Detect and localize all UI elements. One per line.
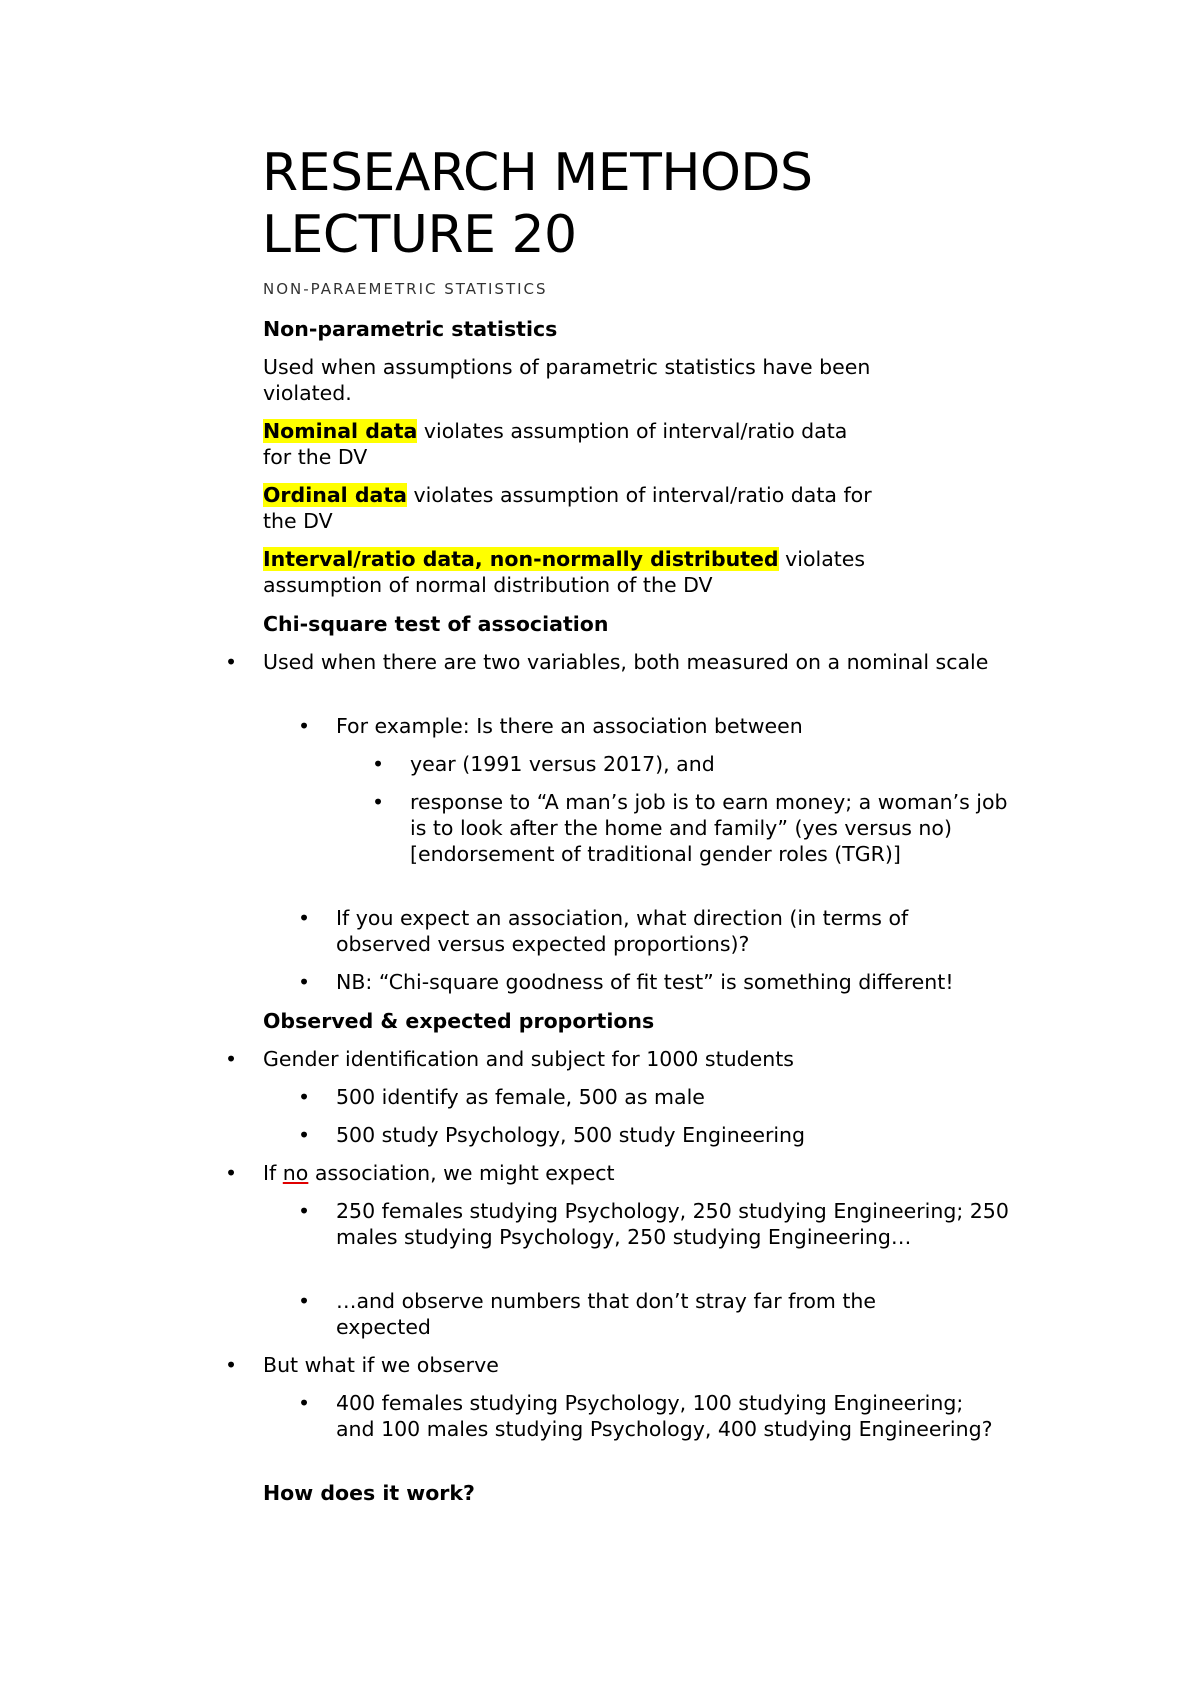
ordinal-text: violates assumption of interval/ratio data for [406,483,872,507]
obs-2-post: association, we might expect [308,1161,615,1185]
interval-text: violates [778,547,866,571]
heading-non-parametric: Non-parametric statistics [263,317,558,341]
bullet-icon: • [298,906,311,930]
obs-2-pre: If [263,1161,283,1185]
bullet-icon: • [298,1391,311,1415]
bullet-icon: • [225,1353,238,1377]
list-item-chi-1c: NB: “Chi-square goodness of fit test” is something different! [336,970,954,994]
highlight-interval-data: Interval/ratio data, non-normally distributed [263,547,779,571]
bullet-icon: • [298,714,311,738]
nominal-text-line2: for the DV [263,445,368,469]
nominal-text: violates assumption of interval/ratio data [417,419,848,443]
bullet-icon: • [298,970,311,994]
list-item-chi-1b: If you expect an association, what direction (in terms of observed versus expected proportions)? [336,906,909,956]
paragraph-ordinal [263,482,983,534]
ordinal-text-line2: the DV [263,509,333,533]
list-item-chi-1a2: response to “A man’s job is to earn money; a woman’s job is to look after the home and family” (yes versus no) [endorsement of traditional gender roles (TGR)] [410,790,1008,866]
list-item-obs-1: Gender identification and subject for 1000 students [263,1047,794,1071]
list-item-obs-2 [263,1160,1003,1186]
list-item-chi-1: Used when there are two variables, both measured on a nominal scale [263,650,989,674]
bullet-icon: • [372,752,385,776]
bullet-icon: • [372,790,385,814]
paragraph-interval [263,546,1023,598]
list-item-obs-2a: 250 females studying Psychology, 250 studying Engineering; 250 males studying Psychology, 250 studying Engineering… [336,1199,1009,1249]
list-item-chi-1a: For example: Is there an association between [336,714,803,738]
highlight-ordinal-data: Ordinal data [263,483,407,507]
bullet-icon: • [298,1123,311,1147]
list-item-obs-3: But what if we observe [263,1353,499,1377]
paragraph-intro: Used when assumptions of parametric statistics have been violated. [263,355,871,405]
heading-observed-expected: Observed & expected proportions [263,1009,655,1033]
heading-how-does-it-work: How does it work? [263,1481,475,1505]
bullet-icon: • [225,1161,238,1185]
bullet-icon: • [225,650,238,674]
bullet-icon: • [298,1289,311,1313]
title-line-2: LECTURE 20 [262,205,577,265]
heading-chi-square: Chi-square test of association [263,612,609,636]
doc-title [262,142,1022,266]
list-item-obs-1b: 500 study Psychology, 500 study Engineering [336,1123,806,1147]
doc-subtitle: NON-PARAEMETRIC STATISTICS [263,280,548,298]
highlight-nominal-data: Nominal data [263,419,418,443]
title-line-1: RESEARCH METHODS [262,143,813,203]
list-item-obs-3a: 400 females studying Psychology, 100 studying Engineering; and 100 males studying Psychology, 400 studying Engineering? [336,1391,993,1441]
paragraph-nominal [263,418,963,470]
bullet-icon: • [298,1199,311,1223]
obs-2-no-underlined: no [282,1161,309,1185]
bullet-icon: • [298,1085,311,1109]
bullet-icon: • [225,1047,238,1071]
list-item-chi-1a1: year (1991 versus 2017), and [410,752,715,776]
list-item-obs-2b: …and observe numbers that don’t stray far from the expected [336,1289,877,1339]
list-item-obs-1a: 500 identify as female, 500 as male [336,1085,705,1109]
interval-text-line2: assumption of normal distribution of the DV [263,573,713,597]
